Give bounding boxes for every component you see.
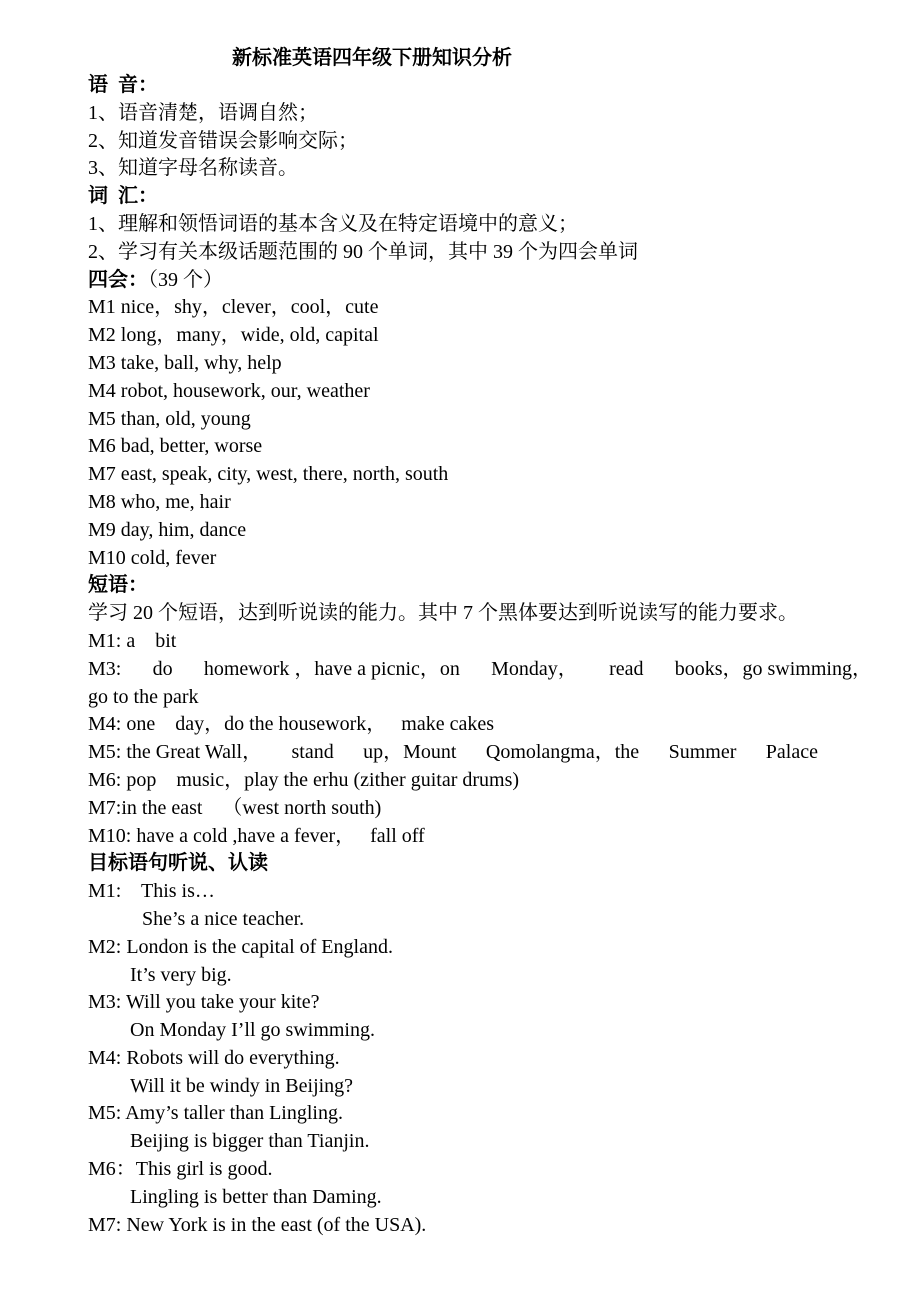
vocabulary-heading: 词 汇： xyxy=(88,185,158,208)
vocabulary-item: 1、理解和领悟词语的基本含义及在特定语境中的意义； xyxy=(88,212,578,235)
module-words-m3: M3 take, ball, why, help xyxy=(88,351,282,374)
phrase-fragment: M3: xyxy=(88,657,122,680)
phrases-m3 xyxy=(88,656,872,684)
module-words-m4: M4 robot, housework, our, weather xyxy=(88,379,370,402)
pronunciation-item: 1、语音清楚，语调自然； xyxy=(88,101,318,124)
phrases-heading: 短语： xyxy=(88,574,148,597)
sentence-m5-label: M5: Amy’s taller than Lingling. xyxy=(88,1102,343,1125)
phrase-fragment: Monday， xyxy=(491,657,578,680)
phrases-m4: M4: one day，do the housework， make cakes xyxy=(88,713,495,736)
document-title: 新标准英语四年级下册知识分析 xyxy=(232,47,512,69)
module-words-m1: M1 nice，shy，clever，cool，cute xyxy=(88,296,379,319)
four-skill-heading-line xyxy=(88,267,878,295)
phrases-intro: 学习 20 个短语，达到听说读的能力。其中 7 个黑体要达到听说读写的能力要求。 xyxy=(88,602,798,625)
phrases-m5 xyxy=(88,739,818,767)
sentence-m7-label: M7: New York is in the east (of the USA). xyxy=(88,1213,427,1236)
module-words-m10: M10 cold, fever xyxy=(88,546,217,569)
phrases-m6: M6: pop music，play the erhu (zither guitar drums) xyxy=(88,768,520,791)
module-words-m9: M9 day, him, dance xyxy=(88,518,247,541)
module-words-m5: M5 than, old, young xyxy=(88,407,251,430)
sentence-m4-label: M4: Robots will do everything. xyxy=(88,1046,340,1069)
pronunciation-heading: 语 音： xyxy=(88,74,158,96)
phrase-fragment: Summer xyxy=(668,741,737,764)
phrase-fragment: up，Mount xyxy=(363,741,457,764)
phrase-fragment: homework ，have a picnic，on xyxy=(203,657,460,680)
sentence-m6-example: Lingling is better than Daming. xyxy=(130,1185,382,1208)
phrase-fragment: stand xyxy=(291,741,334,764)
sentence-m6-label: M6：This girl is good. xyxy=(88,1158,273,1181)
target-sentences-heading: 目标语句听说、认读 xyxy=(88,852,268,875)
module-words-m7: M7 east, speak, city, west, there, north, south xyxy=(88,463,449,486)
pronunciation-item: 2、知道发音错误会影响交际； xyxy=(88,129,358,152)
phrases-m7: M7:in the east （west north south) xyxy=(88,796,382,819)
phrases-m10: M10: have a cold ,have a fever， fall off xyxy=(88,824,425,847)
phrase-fragment: Qomolangma，the xyxy=(485,741,640,764)
sentence-m4-example: Will it be windy in Beijing? xyxy=(130,1074,354,1097)
sentence-m2-example: It’s very big. xyxy=(130,963,232,986)
phrase-fragment: Palace xyxy=(765,741,818,764)
sentence-m2-label: M2: London is the capital of England. xyxy=(88,935,393,958)
phrase-fragment: M5: the Great Wall， xyxy=(88,741,263,764)
module-words-m6: M6 bad, better, worse xyxy=(88,435,263,458)
module-words-m2: M2 long，many，wide, old, capital xyxy=(88,324,379,347)
phrase-fragment: do xyxy=(152,657,173,680)
pronunciation-item: 3、知道字母名称读音。 xyxy=(88,157,298,180)
phrase-fragment: books，go swimming， xyxy=(674,657,872,680)
phrases-m3-continued: go to the park xyxy=(88,685,199,708)
sentence-m1-label: M1: This is… xyxy=(88,880,215,903)
module-words-m8: M8 who, me, hair xyxy=(88,490,231,513)
four-skill-heading: 四会： xyxy=(88,268,148,291)
four-skill-count: （39 个） xyxy=(148,268,223,291)
phrase-fragment: read xyxy=(609,657,644,680)
document-body xyxy=(88,72,878,1239)
vocabulary-item: 2、学习有关本级话题范围的 90 个单词，其中 39 个为四会单词 xyxy=(88,240,638,263)
phrases-m1: M1: a bit xyxy=(88,629,177,652)
sentence-m5-example: Beijing is bigger than Tianjin. xyxy=(130,1130,370,1153)
sentence-m3-example: On Monday I’ll go swimming. xyxy=(130,1019,375,1042)
sentence-m3-label: M3: Will you take your kite? xyxy=(88,991,320,1014)
sentence-m1-example: She’s a nice teacher. xyxy=(142,907,305,930)
